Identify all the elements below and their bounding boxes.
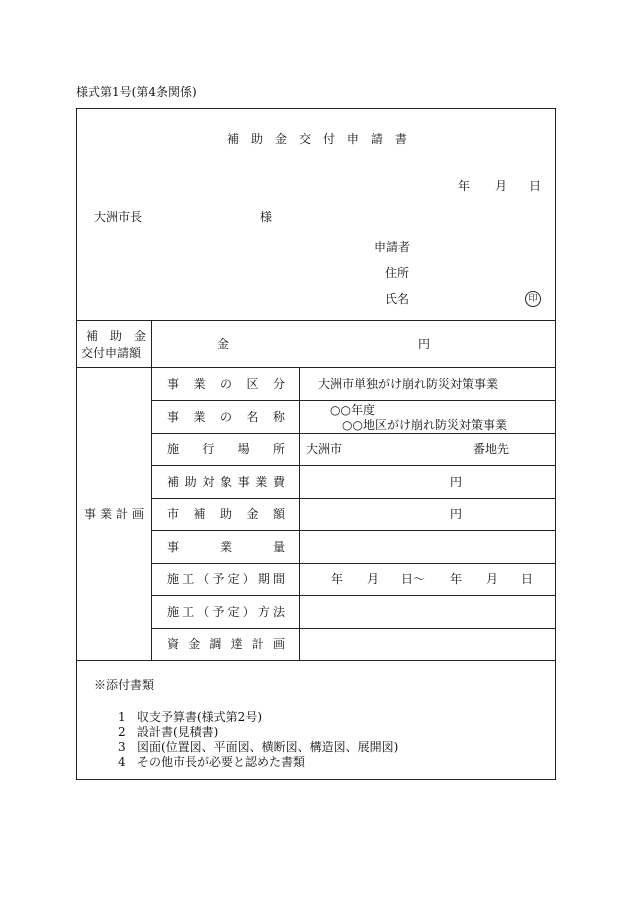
period-end-year: 年 xyxy=(450,572,463,586)
section-label-char: 業 xyxy=(99,507,112,521)
label-char: 定 xyxy=(227,572,240,586)
label-char: 方 xyxy=(257,605,270,619)
attachment-text: 設計書(見積書) xyxy=(137,725,219,739)
date-month: 月 xyxy=(495,179,508,193)
value-category: 大洲市単独がけ崩れ防災対策事業 xyxy=(318,377,499,391)
label-char: の xyxy=(219,410,232,424)
label-char: 金 xyxy=(246,507,259,521)
form-number: 様式第1号(第4条関係) xyxy=(76,85,197,99)
title-char: 金 xyxy=(274,132,287,146)
label-char: 分 xyxy=(272,377,285,391)
label-char: 事 xyxy=(167,410,180,424)
label-char: （ xyxy=(197,572,210,586)
applicant-address-label: 住所 xyxy=(385,266,410,280)
label-char: 資 xyxy=(167,637,180,651)
label-char: 対 xyxy=(202,475,215,489)
row-label-method xyxy=(167,606,285,618)
label-char: 助 xyxy=(184,475,197,489)
label-char: 業 xyxy=(255,475,268,489)
addressee-name: 大洲市長 xyxy=(94,210,143,224)
row-label-place xyxy=(167,443,285,455)
value-cost-unit: 円 xyxy=(450,475,463,489)
attachment-text: 図面(位置図、平面図、横断図、構造図、展開図) xyxy=(137,740,399,754)
period-start-day: 日～ xyxy=(401,572,426,586)
label-char: 調 xyxy=(209,637,222,651)
divider xyxy=(151,628,555,629)
label-char: 事 xyxy=(237,475,250,489)
application-form xyxy=(76,108,556,780)
row-label-funding xyxy=(167,638,285,650)
amount-label-line2: 交付申請額 xyxy=(81,346,142,360)
label-char: 工 xyxy=(182,572,195,586)
divider xyxy=(77,320,555,321)
amount-unit: 円 xyxy=(418,337,431,351)
date-year: 年 xyxy=(458,179,471,193)
title-char: 申 xyxy=(346,132,359,146)
label-char: 所 xyxy=(272,442,285,456)
label-char: の xyxy=(219,377,232,391)
label-char: 予 xyxy=(212,605,225,619)
applicant-name-label: 氏名 xyxy=(385,292,410,306)
divider xyxy=(151,433,555,434)
amount-prefix: 金 xyxy=(217,337,230,351)
attachment-num: 2 xyxy=(118,725,126,739)
value-name-line2: ○○地区がけ崩れ防災対策事業 xyxy=(342,418,507,432)
value-subsidy-unit: 円 xyxy=(450,507,463,521)
divider xyxy=(151,465,555,466)
divider xyxy=(151,530,555,531)
label-char: 市 xyxy=(167,507,180,521)
label-char: 達 xyxy=(230,637,243,651)
divider xyxy=(151,595,555,596)
label-char: 業 xyxy=(219,540,232,554)
divider xyxy=(151,563,555,564)
date-day: 日 xyxy=(529,179,542,193)
row-label-period xyxy=(167,573,285,585)
row-label-cost xyxy=(167,476,285,488)
attachment-text: 収支予算書(様式第2号) xyxy=(137,710,262,724)
value-place-city: 大洲市 xyxy=(306,442,343,456)
label-char: 称 xyxy=(272,410,285,424)
label-char: 場 xyxy=(237,442,250,456)
section-label-char: 計 xyxy=(115,507,128,521)
label-char: 工 xyxy=(182,605,195,619)
seal-mark: 印 xyxy=(525,291,541,307)
label-char: 区 xyxy=(246,377,259,391)
period-start-month: 月 xyxy=(367,572,380,586)
label-char: 予 xyxy=(212,572,225,586)
attachment-num: 3 xyxy=(118,740,126,754)
title-char: 書 xyxy=(394,132,407,146)
form-title xyxy=(227,133,407,145)
row-label-category xyxy=(167,378,285,390)
label-char: 助 xyxy=(219,507,232,521)
divider xyxy=(151,320,152,660)
label-char: 補 xyxy=(193,507,206,521)
label-char: 名 xyxy=(246,410,259,424)
row-label-name xyxy=(167,411,285,423)
applicant-label: 申請者 xyxy=(374,240,411,254)
attachments-title: ※添付書類 xyxy=(94,678,155,692)
addressee-honorific: 様 xyxy=(260,210,273,224)
label-char: 定 xyxy=(227,605,240,619)
period-start-year: 年 xyxy=(331,572,344,586)
label-char: 施 xyxy=(167,572,180,586)
label-char: 間 xyxy=(272,572,285,586)
label-char: 事 xyxy=(167,540,180,554)
divider xyxy=(299,367,300,660)
label-char: 額 xyxy=(272,507,285,521)
divider xyxy=(77,367,555,368)
divider xyxy=(151,498,555,499)
label-char: 補 xyxy=(167,475,180,489)
title-char: 助 xyxy=(250,132,263,146)
title-char: 交 xyxy=(298,132,311,146)
value-name-line1: ○○年度 xyxy=(330,403,375,417)
label-char: 計 xyxy=(251,637,264,651)
section-label-char: 事 xyxy=(84,507,97,521)
value-place-suffix: 番地先 xyxy=(473,442,510,456)
attachment-text: その他市長が必要と認めた書類 xyxy=(137,755,306,769)
label-char: 法 xyxy=(272,605,285,619)
title-char: 付 xyxy=(322,132,335,146)
title-char: 請 xyxy=(370,132,383,146)
label-char: ） xyxy=(242,572,255,586)
divider xyxy=(77,660,555,661)
label-char: 行 xyxy=(202,442,215,456)
label-char: 業 xyxy=(193,377,206,391)
divider xyxy=(151,400,555,401)
attachment-num: 4 xyxy=(118,755,126,769)
label-char: 施 xyxy=(167,442,180,456)
title-char: 補 xyxy=(227,132,240,146)
period-end-month: 月 xyxy=(486,572,499,586)
label-char: （ xyxy=(197,605,210,619)
label-char: 費 xyxy=(272,475,285,489)
label-char: ） xyxy=(242,605,255,619)
label-char: 期 xyxy=(257,572,270,586)
plan-section-label xyxy=(84,508,144,520)
label-char: 事 xyxy=(167,377,180,391)
label-char: 業 xyxy=(193,410,206,424)
row-label-subsidy xyxy=(167,508,285,520)
attachment-num: 1 xyxy=(118,710,126,724)
label-char: 画 xyxy=(272,637,285,651)
label-char: 施 xyxy=(167,605,180,619)
section-label-char: 画 xyxy=(131,507,144,521)
period-end-day: 日 xyxy=(521,572,534,586)
amount-label-line1: 補 助 金 xyxy=(86,329,147,343)
label-char: 象 xyxy=(219,475,232,489)
label-char: 金 xyxy=(188,637,201,651)
label-char: 量 xyxy=(272,540,285,554)
row-label-volume xyxy=(167,541,285,553)
